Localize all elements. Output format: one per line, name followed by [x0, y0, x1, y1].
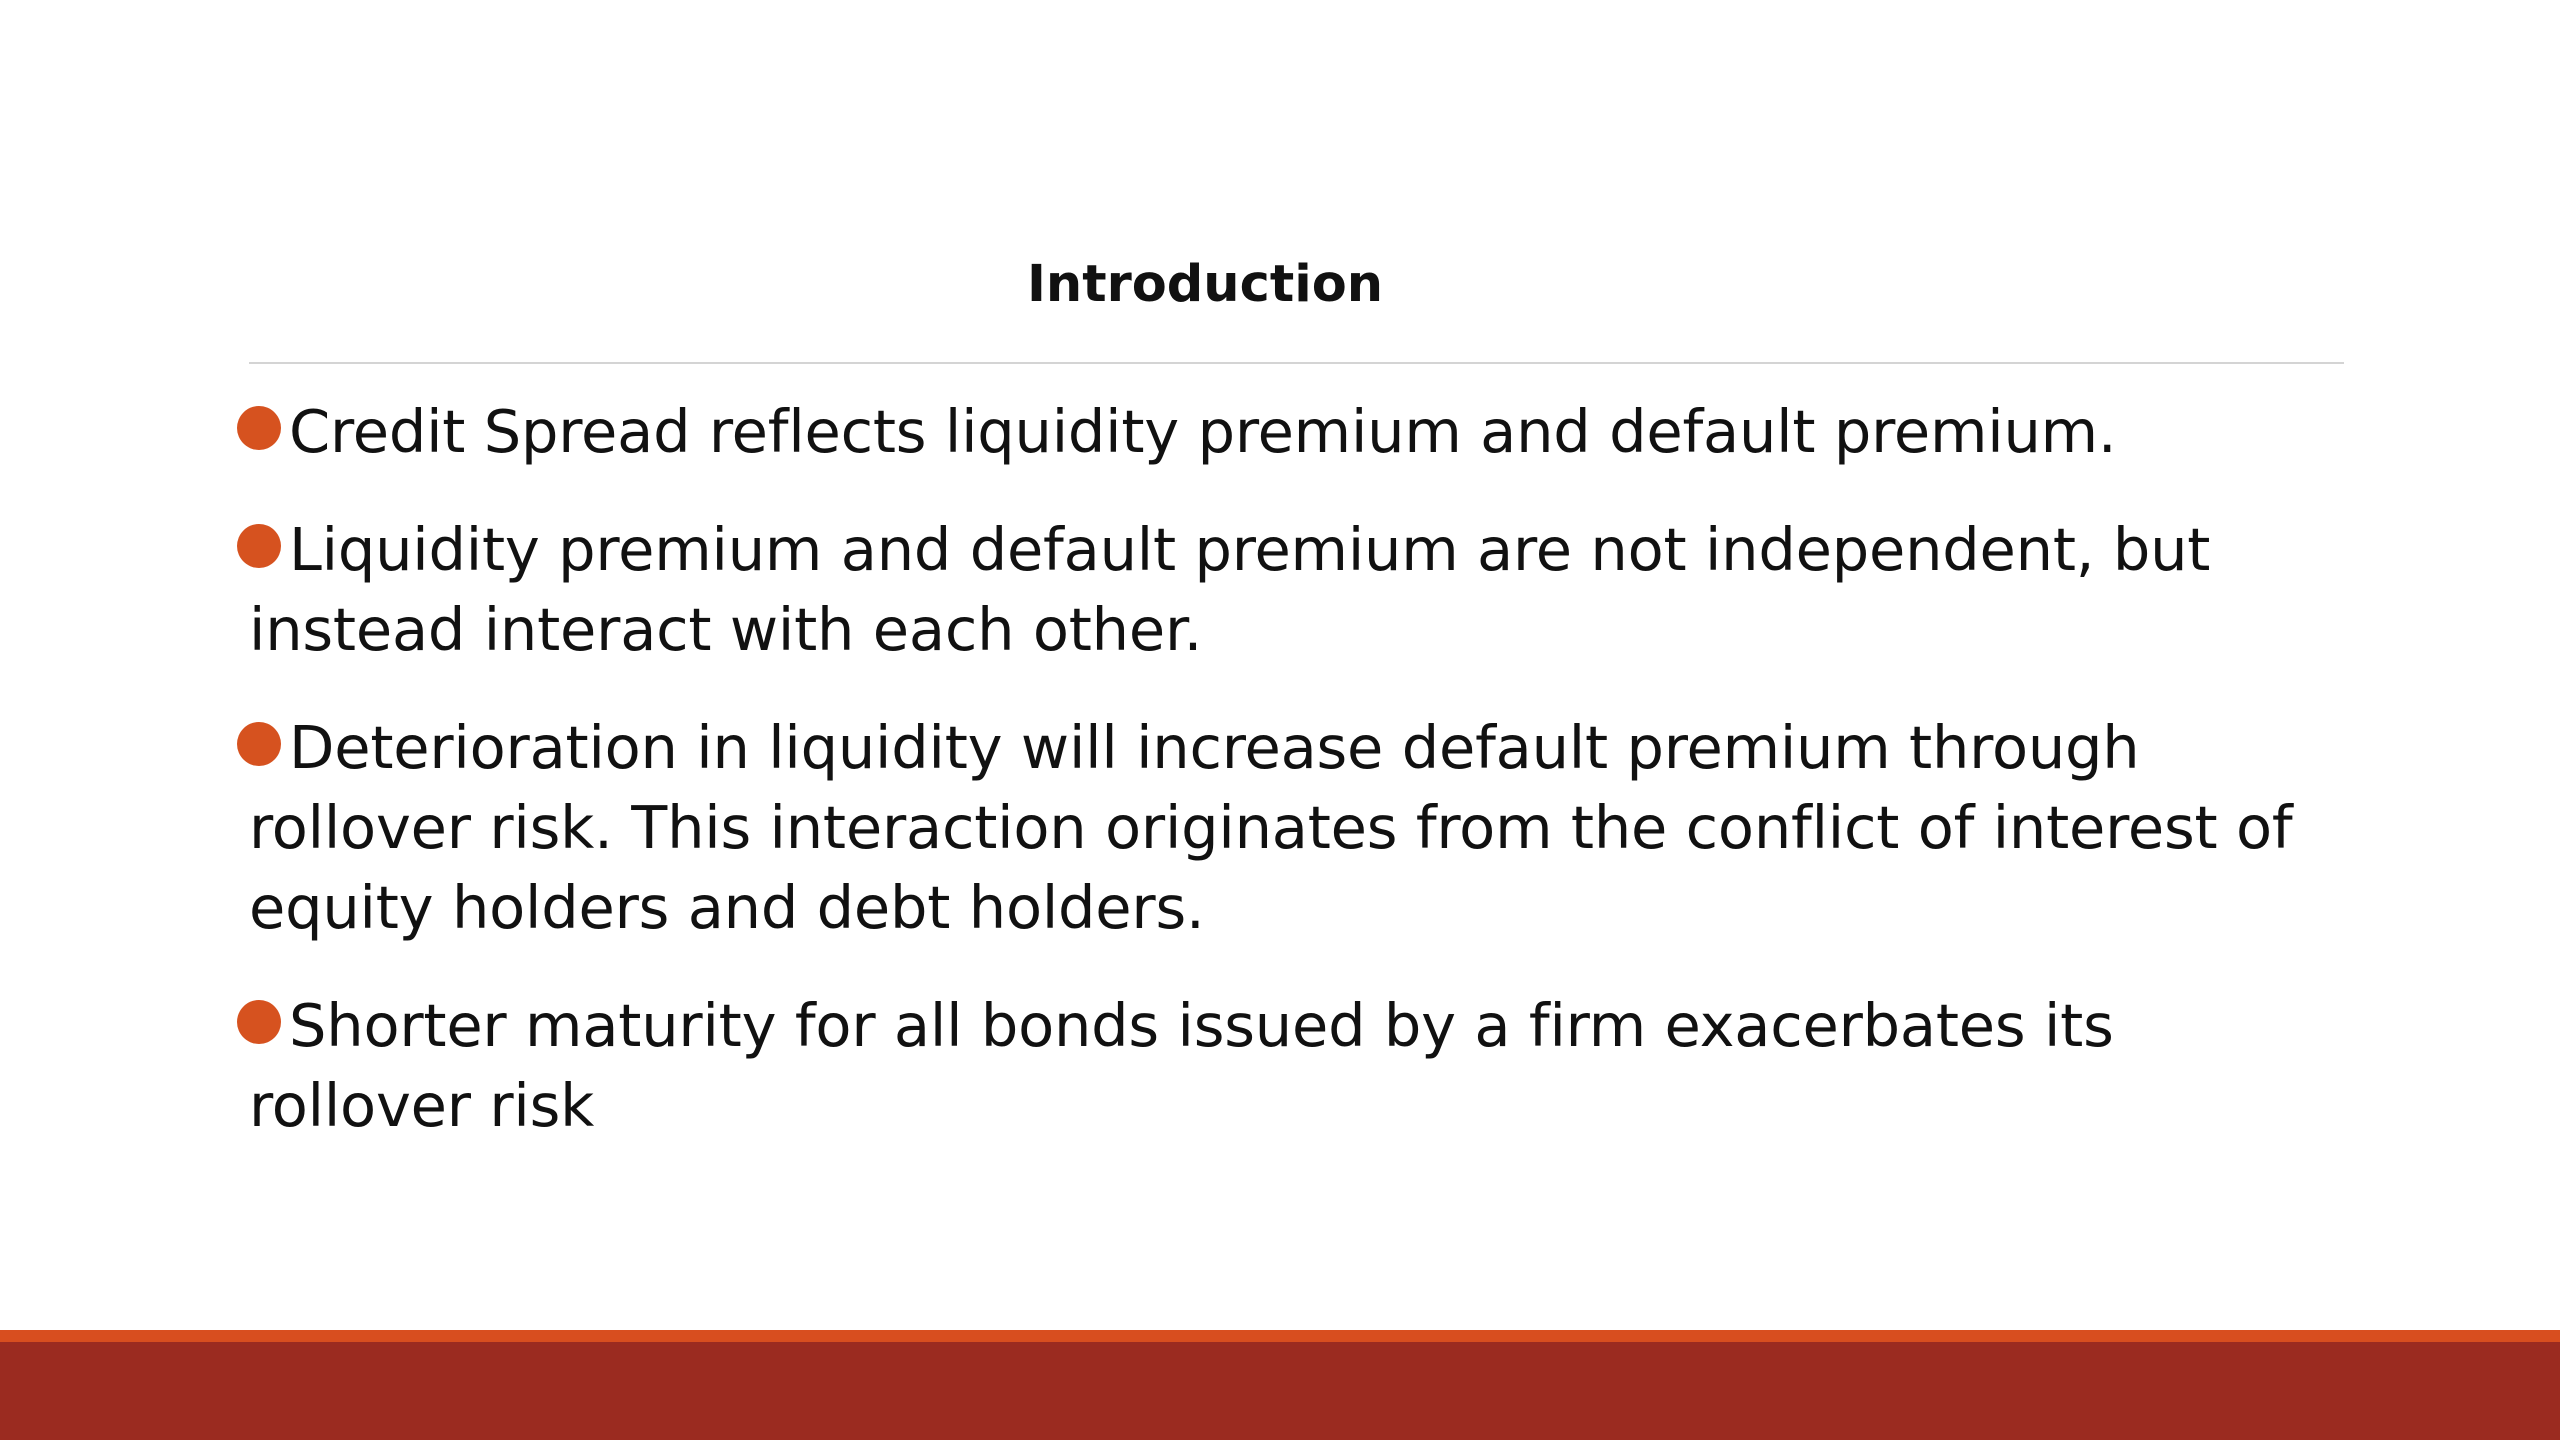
slide-title: Introduction	[1026, 255, 1384, 314]
bullet-text: Deterioration in liquidity will increase default premium through rollover risk. This interaction originates from the conflict of interest of equity holders and debt holders.	[249, 713, 2293, 942]
title-divider	[249, 362, 2344, 364]
bullet-dot-icon	[237, 524, 281, 568]
footer-band	[0, 1342, 2560, 1440]
bullet-text: Liquidity premium and default premium are not independent, but instead interact with each other.	[249, 515, 2211, 664]
bullet-dot-icon	[237, 1000, 281, 1044]
bullet-item	[249, 392, 2339, 472]
bullet-text: Credit Spread reflects liquidity premium and default premium.	[289, 397, 2117, 466]
bullet-list	[249, 392, 2339, 1184]
bullet-dot-icon	[237, 406, 281, 450]
bullet-item	[249, 510, 2339, 670]
bullet-text: Shorter maturity for all bonds issued by a firm exacerbates its rollover risk	[249, 991, 2114, 1140]
bullet-item	[249, 708, 2339, 948]
bullet-dot-icon	[237, 722, 281, 766]
footer-accent-stripe	[0, 1330, 2560, 1342]
bullet-item	[249, 986, 2339, 1146]
